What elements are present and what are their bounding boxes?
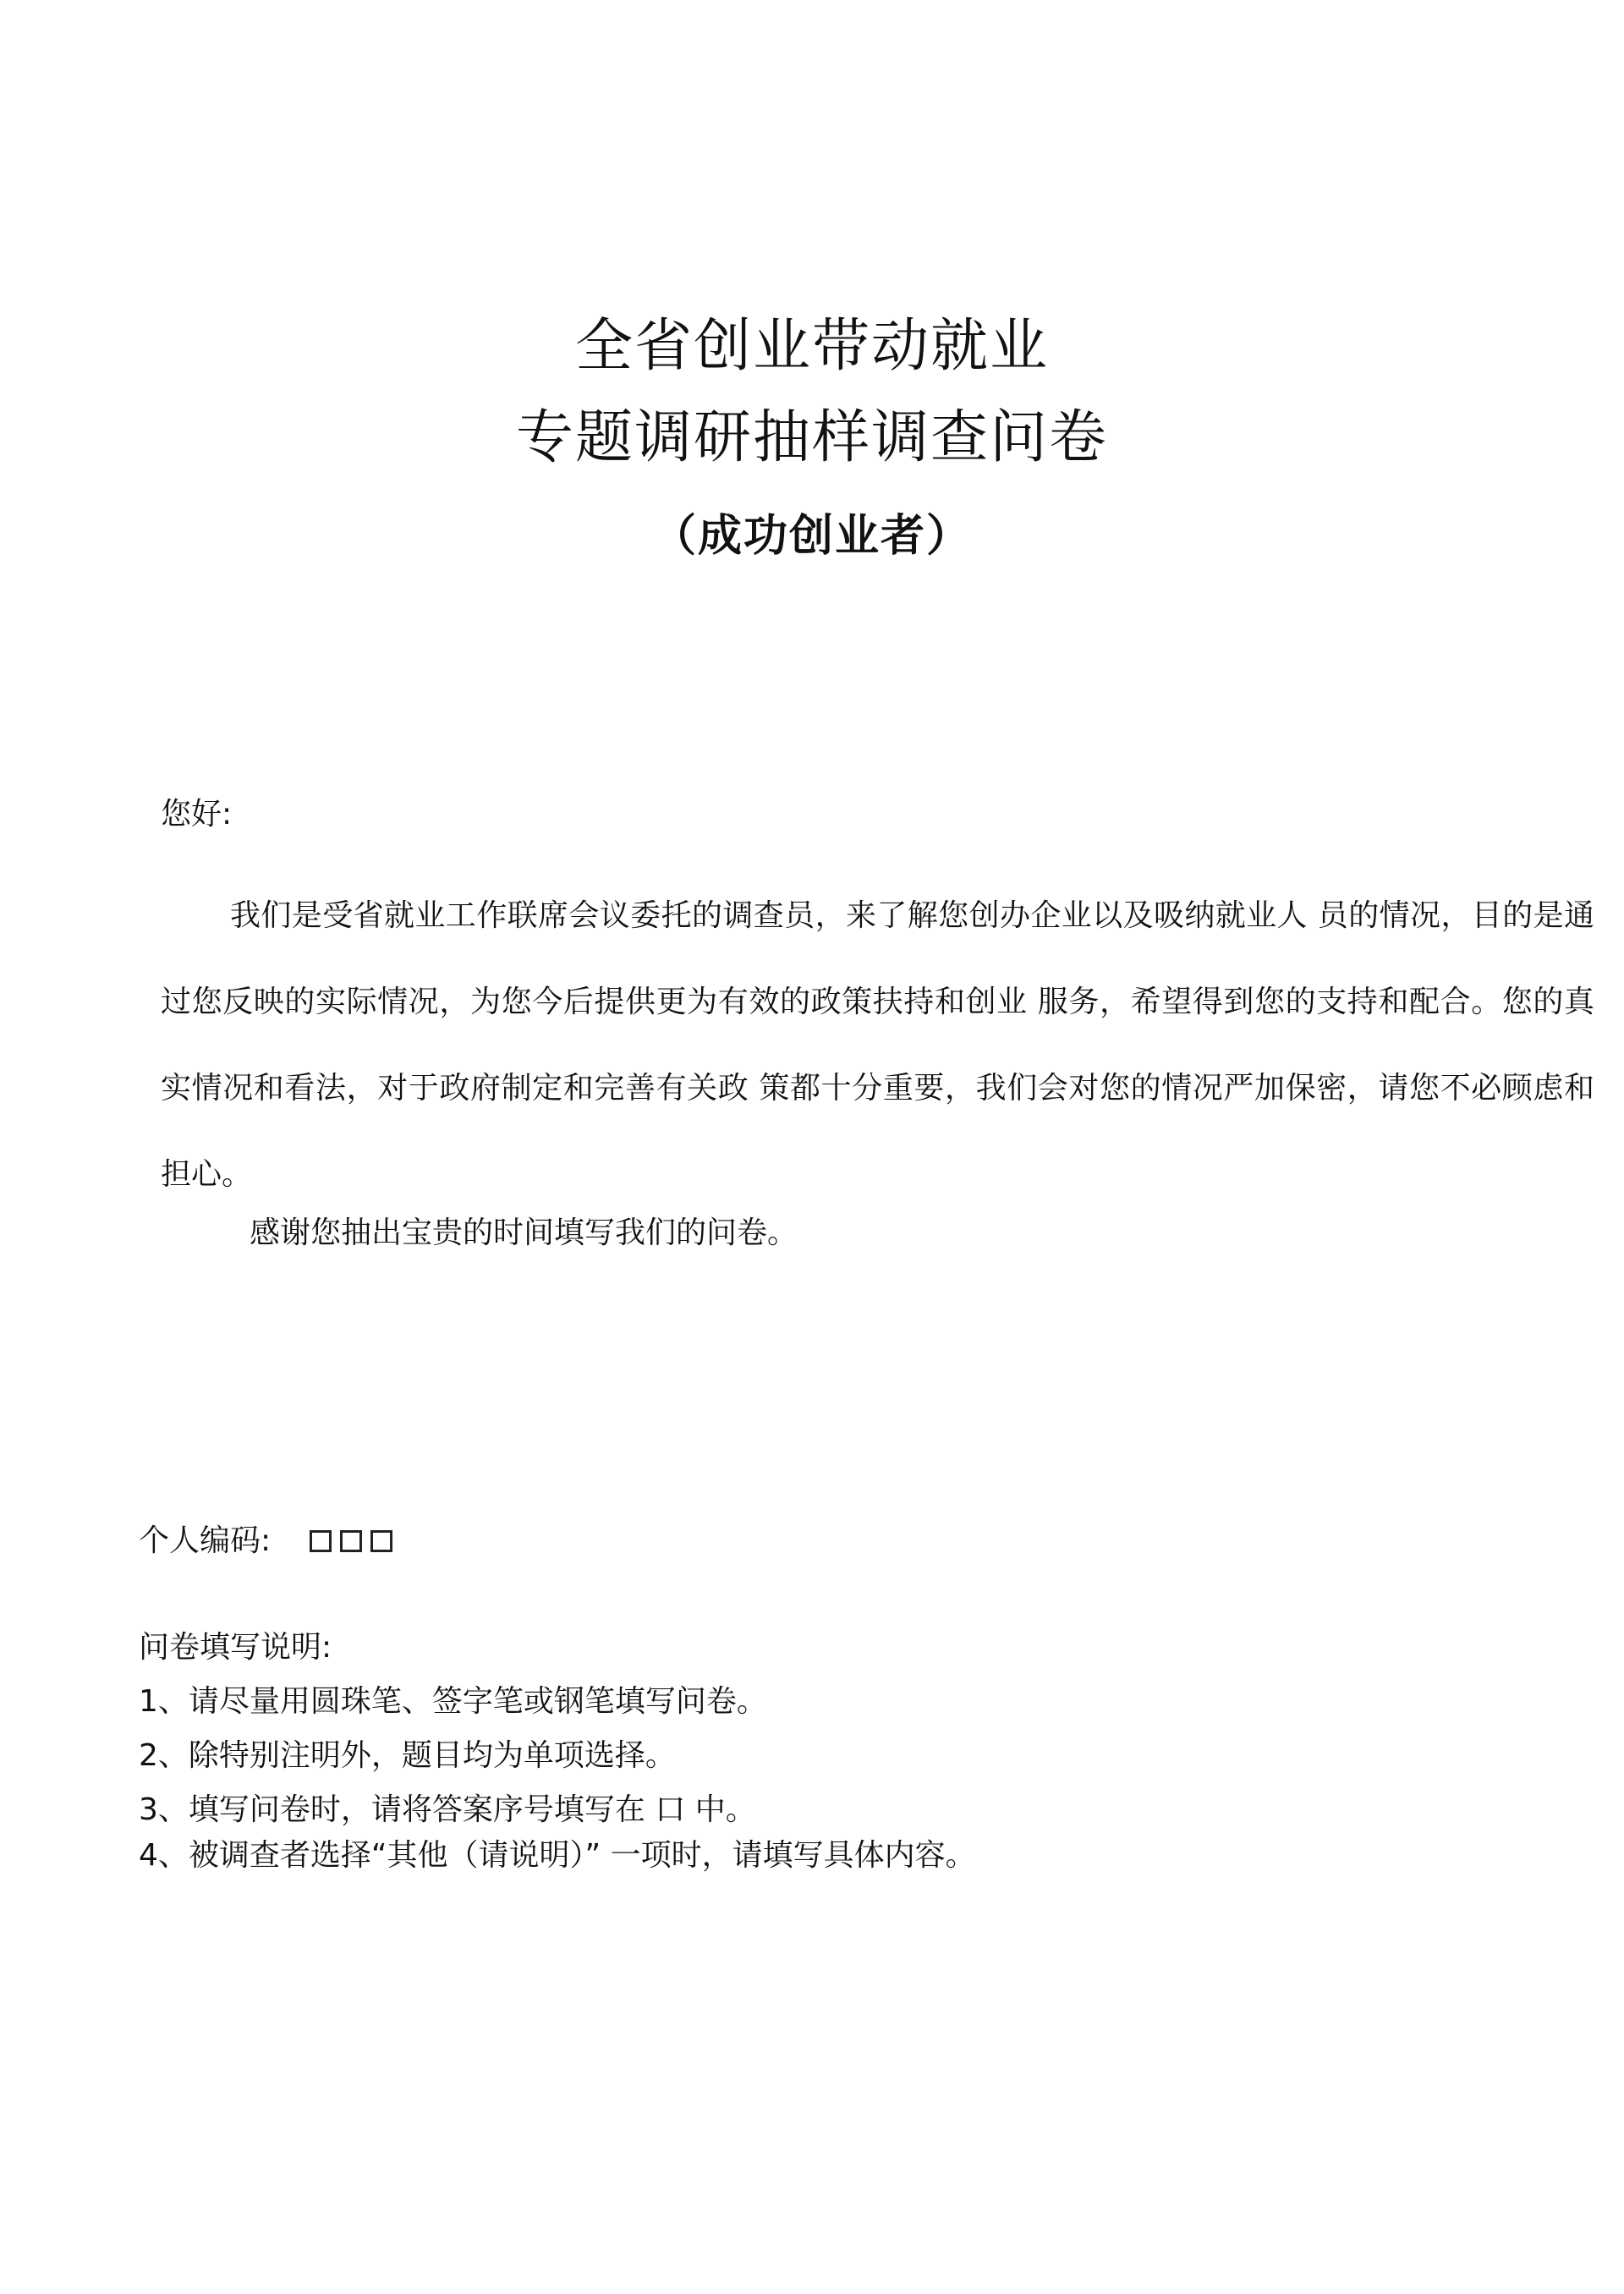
personal-code-box bbox=[340, 1530, 362, 1552]
intro-paragraph: 我们是受省就业工作联席会议委托的调查员，来了解您创办企业以及吸纳就业人 员的情况，目的是通过您反映的实际情况，为您今后提供更为有效的政策扶持和创业 服务，希望得到您的支持和配合。您的真实情况和看法，对于政府制定和完善有关政 策都十分重要，我们会对您的情况严加保密，请您不必顾虑和担心。 bbox=[161, 898, 1594, 1192]
instruction-item: 2、除特别注明外，题目均为单项选择。 bbox=[139, 1738, 676, 1773]
thanks-line: 感谢您抽出宝贵的时间填写我们的问卷。 bbox=[250, 1216, 798, 1250]
main-title-line-2: 专题调研抽样调查问卷 bbox=[515, 404, 1108, 471]
personal-code-row bbox=[139, 1523, 401, 1558]
greeting: 您好: bbox=[161, 797, 233, 831]
instruction-item: 4、被调查者选择“其他（请说明）” 一项时，请填写具体内容。 bbox=[139, 1838, 976, 1873]
personal-code-label: 个人编码: bbox=[139, 1523, 272, 1558]
main-title-line-1: 全省创业带动就业 bbox=[574, 313, 1049, 380]
instruction-item: 3、填写问卷时，请将答案序号填写在 口 中。 bbox=[139, 1792, 756, 1827]
personal-code-box bbox=[370, 1530, 392, 1552]
instruction-item: 1、请尽量用圆珠笔、签字笔或钢笔填写问卷。 bbox=[139, 1684, 767, 1719]
subtitle: （成功创业者） bbox=[651, 511, 972, 562]
personal-code-box bbox=[310, 1530, 332, 1552]
instructions-title: 问卷填写说明: bbox=[139, 1630, 332, 1665]
